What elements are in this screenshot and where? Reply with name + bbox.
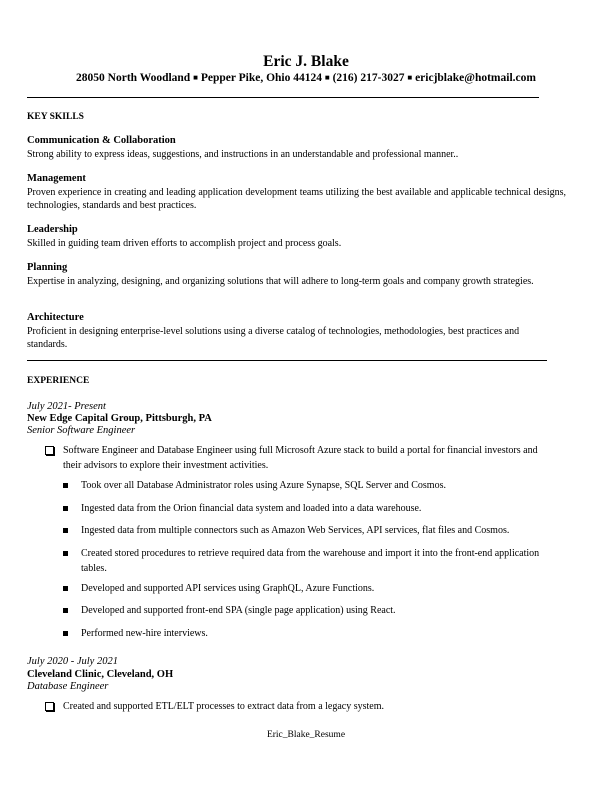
- square-bullet-icon: [63, 586, 68, 591]
- resume-name: Eric J. Blake: [263, 53, 349, 70]
- job-dates: July 2021- Present: [27, 401, 106, 412]
- separator-glyph: ■: [193, 73, 198, 82]
- square-bullet-icon: [63, 551, 68, 556]
- square-bullet-icon: [63, 528, 68, 533]
- job-bullet: Developed and supported front-end SPA (single page application) using React.: [81, 605, 396, 616]
- contact-city: Pepper Pike, Ohio 44124: [200, 72, 322, 84]
- skill-description: Skilled in guiding team driven efforts to accomplish project and process goals.: [27, 238, 342, 249]
- job-bullet: Ingested data from multiple connectors such as Amazon Web Services, API services, flat files and Cosmos.: [81, 525, 510, 536]
- contact-phone: (216) 217-3027: [332, 72, 405, 84]
- separator-glyph: ■: [324, 73, 330, 82]
- job-role: Senior Software Engineer: [27, 425, 136, 436]
- skill-description: Strong ability to express ideas, suggestions, and instructions in an understandable and professional manner..: [27, 149, 459, 160]
- job-bullet: Performed new-hire interviews.: [81, 628, 208, 639]
- page-footer: Eric_Blake_Resume: [266, 730, 346, 740]
- experience-heading: EXPERIENCE: [27, 376, 90, 386]
- skills-divider: [27, 360, 547, 361]
- square-bullet-icon: [63, 483, 68, 488]
- job-organization: Cleveland Clinic, Cleveland, OH: [27, 669, 174, 680]
- job-organization: New Edge Capital Group, Pittsburgh, PA: [27, 413, 212, 424]
- separator-glyph: ■: [407, 73, 413, 82]
- job-summary: Created and supported ETL/ELT processes to extract data from a legacy system.: [63, 701, 385, 712]
- skill-title: Management: [27, 173, 86, 184]
- skill-description: Proven experience in creating and leading application development teams utilizing the best available and applicable technical designs, technologies, standards and best practices.: [27, 187, 566, 211]
- skill-title: Communication & Collaboration: [27, 135, 176, 146]
- job-dates: July 2020 - July 2021: [27, 656, 118, 667]
- job-bullet: Took over all Database Administrator roles using Azure Synapse, SQL Server and Cosmos.: [81, 480, 446, 491]
- header-divider: [27, 97, 539, 98]
- job-bullet: Developed and supported API services using GraphQL, Azure Functions.: [81, 583, 375, 594]
- checkbox-bullet-icon: [45, 702, 54, 711]
- skill-title: Planning: [27, 262, 68, 273]
- skill-description: Proficient in designing enterprise-level solutions using a diverse catalog of technologies, methodologies, best practices and standards.: [27, 326, 520, 350]
- square-bullet-icon: [63, 608, 68, 613]
- skill-title: Architecture: [27, 312, 84, 323]
- skills-heading: KEY SKILLS: [27, 112, 84, 122]
- skill-description: Expertise in analyzing, designing, and organizing solutions that will adhere to long-term goals and company growth strategies.: [27, 276, 534, 287]
- job-role: Database Engineer: [27, 681, 109, 692]
- job-bullet: Created stored procedures to retrieve required data from the warehouse and import it into the front-end application tables.: [81, 548, 540, 574]
- job-summary: Software Engineer and Database Engineer using full Microsoft Azure stack to build a portal for financial investors and their advisors to explore their investment activities.: [63, 445, 538, 471]
- contact-email[interactable]: ericjblake@hotmail.com: [415, 72, 536, 84]
- contact-line: [0, 72, 612, 84]
- square-bullet-icon: [63, 506, 68, 511]
- checkbox-bullet-icon: [45, 446, 54, 455]
- job-bullet: Ingested data from the Orion financial data system and loaded into a data warehouse.: [81, 503, 422, 514]
- skill-title: Leadership: [27, 224, 78, 235]
- square-bullet-icon: [63, 631, 68, 636]
- contact-address: 28050 North Woodland: [76, 72, 191, 84]
